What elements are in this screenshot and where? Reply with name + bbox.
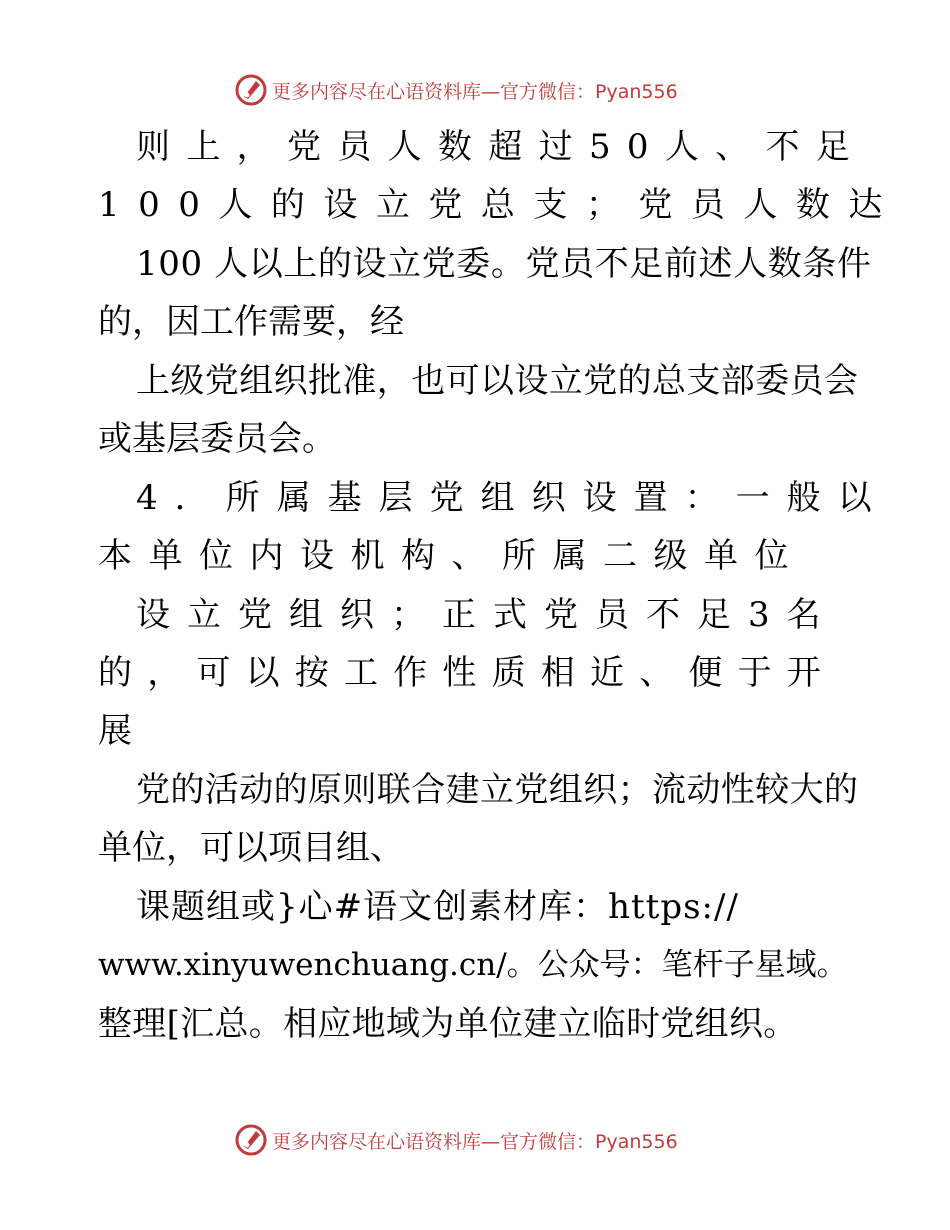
text-line-6: 或基层委员会。 xyxy=(98,419,336,459)
text-line-5: 上级党组织批准，也可以设立党的总支部委员会 xyxy=(136,361,859,401)
text-line-10: 的，可以按工作性质相近、便于开 xyxy=(98,653,836,693)
footer-banner xyxy=(234,1120,678,1160)
text-line-16: 整理[汇总。相应地域为单位建立临时党组织。 xyxy=(98,1004,798,1044)
text-line-14: 课题组或}心#语文创素材库：https:// xyxy=(136,887,739,927)
pen-nib-logo-icon xyxy=(234,73,268,107)
text-line-4: 的，因工作需要，经 xyxy=(98,302,404,342)
banner-slogan: 更多内容尽在心语资料库 xyxy=(272,1130,482,1153)
pen-nib-logo-icon xyxy=(234,1123,268,1157)
banner-text xyxy=(272,77,678,104)
text-line-12: 党的活动的原则联合建立党组织；流动性较大的 xyxy=(136,770,859,810)
banner-text xyxy=(272,1127,678,1154)
banner-separator: — xyxy=(481,1130,501,1153)
text-line-8: 本单位内设机构、所属二级单位 xyxy=(98,536,805,576)
text-line-1-content: 则 上 ， 党 员 人 数 超 过 5 0 人 、 不 足 xyxy=(136,127,850,167)
text-line-13: 单位，可以项目组、 xyxy=(98,828,404,868)
banner-separator: — xyxy=(481,80,501,103)
text-line-9: 设立党组织；正式党员不足3名 xyxy=(136,595,838,635)
banner-wechat: 官方微信：Pyan556 xyxy=(500,1130,678,1153)
text-line-3: 100 人以上的设立党委。党员不足前述人数条件 xyxy=(136,244,872,284)
header-banner xyxy=(234,70,678,110)
text-line-15: www.xinyuwenchuang.cn/。公众号：笔杆子星域。 xyxy=(98,947,848,983)
banner-slogan: 更多内容尽在心语资料库 xyxy=(272,80,482,103)
text-line-11: 展 xyxy=(98,711,132,751)
text-line-2: 100人的设立党总支；党员人数达 xyxy=(98,185,901,225)
text-line-7: 4．所属基层党组织设置：一般以 xyxy=(136,478,889,518)
banner-wechat: 官方微信：Pyan556 xyxy=(500,80,678,103)
text-line-1 xyxy=(136,122,850,172)
